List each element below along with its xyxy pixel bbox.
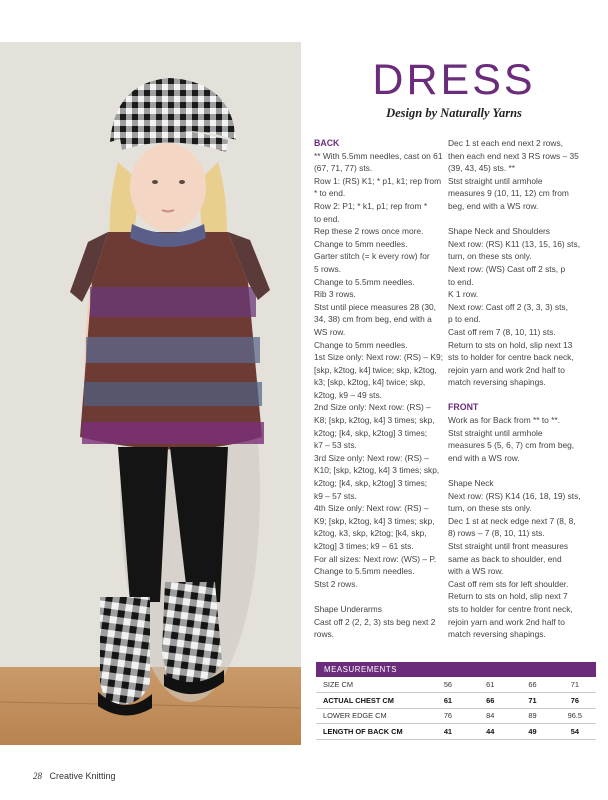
right-column-text-line: Cast off rem sts for left shoulder. [448, 578, 569, 589]
left-column-text-line: Row 2: P1; * k1, p1; rep from * [314, 200, 428, 211]
right-column-text-line: Next row: (WS) Cast off 2 sts, p [448, 263, 566, 274]
left-column-text-line: Change to 5mm needles. [314, 238, 408, 249]
measurement-value: 76 [554, 693, 596, 709]
right-column-section-heading: FRONT [448, 402, 479, 413]
right-column-text-line: Return to sts on hold, slip next 13 [448, 339, 573, 350]
right-column-text-line: p to end. [448, 314, 481, 325]
right-column-text-line: same as back to shoulder, end [448, 553, 562, 564]
right-column-text-line: turn, on these sts only. [448, 503, 532, 514]
right-column-text-line: turn, on these sts only. [448, 251, 532, 262]
right-column-text-line: sts to holder for centre front neck, [448, 603, 573, 614]
right-column-text-line: (39, 43, 45) sts. ** [448, 163, 516, 174]
measurement-row [316, 677, 596, 693]
measurement-value: 56 [427, 677, 469, 693]
left-column-text-line: Rep these 2 rows once more. [314, 226, 424, 237]
right-column-spacer [448, 464, 594, 477]
right-column-text-line: Next row: Cast off 2 (3, 3, 3) sts, [448, 301, 568, 312]
left-column-text-line: Stst 2 rows. [314, 578, 358, 589]
measurements-table [316, 662, 596, 740]
left-column-text-line: 2nd Size only: Next row: (RS) – [314, 402, 431, 413]
right-column-text-line: Stst straight until armhole [448, 175, 543, 186]
right-column-text-line: Dec 1 st at neck edge next 7 (8, 8, [448, 515, 576, 526]
right-column-text-line: K 1 row. [448, 289, 479, 300]
measurement-value: 96.5 [554, 708, 596, 724]
left-column-spacer [314, 590, 440, 603]
measurement-value: 44 [469, 724, 511, 740]
right-column-text-line: sts to holder for centre back neck, [448, 352, 574, 363]
pattern-title: DRESS [372, 56, 536, 104]
left-column-text-line: 34, 38) cm from beg, end with a [314, 314, 432, 325]
measurement-value: 76 [427, 708, 469, 724]
left-column-text-line: Change to 5.5mm needles. [314, 276, 415, 287]
left-column-text-line: Rib 3 rows. [314, 289, 356, 300]
measurements-heading: MEASUREMENTS [316, 662, 596, 677]
measurement-value: 84 [469, 708, 511, 724]
model-photo [0, 42, 301, 745]
left-column-text-line: 4th Size only: Next row: (RS) – [314, 503, 429, 514]
measurement-row [316, 708, 596, 724]
page-number: 28 [33, 771, 42, 781]
measurement-label: ACTUAL CHEST CM [316, 693, 427, 709]
right-column-text-line: Cast off rem 7 (8, 10, 11) sts. [448, 326, 556, 337]
right-column-text-line: with a WS row. [448, 566, 504, 577]
left-column-text-line: 5 rows. [314, 263, 341, 274]
left-column-text-line: Cast off 2 (2, 2, 3) sts beg next 2 [314, 616, 436, 627]
right-column-text-line: 8) rows – 7 (8, 10, 11) sts. [448, 528, 545, 539]
right-column-text-line: Return to sts on hold, slip next 7 [448, 591, 568, 602]
measurement-value: 66 [469, 693, 511, 709]
left-column-text-line: k2tog; [k4, skp, k2tog] 3 times; [314, 478, 428, 489]
left-column-text-line: [skp, k2tog, k4] twice; skp, k2tog, [314, 364, 437, 375]
designer-credit: Design by Naturally Yarns [386, 106, 522, 120]
right-column-text-line: to end. [448, 276, 474, 287]
right-column-text-line: match reversing shapings. [448, 377, 546, 388]
left-column-text-line: k7 – 53 sts. [314, 440, 357, 451]
measurement-value: 71 [554, 677, 596, 693]
right-column-text-line: Stst straight until armhole [448, 427, 543, 438]
left-column-text-line: Change to 5.5mm needles. [314, 566, 415, 577]
measurement-row [316, 693, 596, 709]
left-column-text-line: k2tog, k9 – 49 sts. [314, 389, 382, 400]
left-column-text-line: Shape Underarms [314, 603, 382, 614]
right-column-text-line: Next row: (RS) K11 (13, 15, 16) sts, [448, 238, 581, 249]
right-column-text-line: rejoin yarn and work 2nd half to [448, 364, 565, 375]
left-column-text-line: Row 1: (RS) K1; * p1, k1; rep from [314, 175, 442, 186]
left-column-text-line: WS row. [314, 326, 346, 337]
measurement-label: LOWER EDGE CM [316, 708, 427, 724]
instructions-left-column [314, 137, 443, 641]
left-column-text-line: k2tog; [k4, skp, k2tog] 3 times; [314, 427, 428, 438]
measurement-value: 71 [511, 693, 553, 709]
right-column-text-line: match reversing shapings. [448, 629, 546, 640]
measurement-row [316, 724, 596, 740]
measurement-value: 49 [511, 724, 553, 740]
right-column-text-line: Stst straight until front measures [448, 541, 569, 551]
left-column-text-line: 3rd Size only: Next row: (RS) – [314, 452, 429, 463]
left-column-text-line: 1st Size only: Next row: (RS) – K9; [314, 352, 443, 363]
left-column-section-heading: BACK [314, 138, 340, 148]
left-column-text-line: Change to 5mm needles. [314, 339, 408, 350]
right-column-text-line: Next row: (RS) K14 (16, 18, 19) sts, [448, 490, 581, 501]
left-column-text-line: K9; [skp, k2tog, k4] 3 times; skp, [314, 515, 435, 526]
right-column-text-line: measures 9 (10, 11, 12) cm from [448, 188, 569, 199]
right-column-text-line: Shape Neck [448, 478, 494, 489]
right-column-spacer [448, 213, 594, 226]
right-column-spacer [448, 389, 594, 402]
right-column-text-line: measures 5 (5, 6, 7) cm from beg, [448, 440, 575, 451]
measurement-label: SIZE CM [316, 677, 427, 693]
right-column-text-line: Dec 1 st each end next 2 rows, [448, 138, 563, 148]
measurement-value: 54 [554, 724, 596, 740]
right-column-text-line: end with a WS row. [448, 452, 520, 463]
left-column-text-line: For all sizes: Next row: (WS) – P. [314, 553, 437, 564]
measurement-value: 89 [511, 708, 553, 724]
measurement-value: 41 [427, 724, 469, 740]
publication-name: Creative Knitting [49, 771, 116, 781]
left-column-text-line: k3; [skp, k2tog, k4] twice; skp, [314, 377, 426, 388]
left-column-text-line: K10; [skp, k2tog, k4] 3 times; skp, [314, 465, 440, 476]
left-column-text-line: k2tog, k3, skp, k2tog; [k4, skp, [314, 528, 427, 539]
left-column-text-line: Garter stitch (= k every row) for [314, 251, 430, 262]
left-column-text-line: * to end. [314, 188, 346, 199]
right-column-text-line: rejoin yarn and work 2nd half to [448, 616, 565, 627]
left-column-text-line: K8; [skp, k2tog, k4] 3 times; skp, [314, 415, 435, 426]
right-column-text-line: Work as for Back from ** to **. [448, 415, 561, 426]
left-column-text-line: to end. [314, 213, 340, 224]
measurement-label: LENGTH OF BACK CM [316, 724, 427, 740]
right-column-text-line: then each end next 3 RS rows – 35 [448, 150, 579, 161]
left-column-text-line: (67, 71, 77) sts. [314, 163, 373, 174]
measurement-value: 66 [511, 677, 553, 693]
page-footer [33, 771, 116, 781]
left-column-text-line: k2tog] 3 times; k9 – 61 sts. [314, 541, 414, 551]
left-column-text-line: ** With 5.5mm needles, cast on 61 [314, 150, 443, 161]
right-column-text-line: Shape Neck and Shoulders [448, 226, 550, 237]
instructions-right-column [448, 137, 594, 641]
measurement-value: 61 [427, 693, 469, 709]
left-column-text-line: k9 – 57 sts. [314, 490, 357, 501]
right-column-text-line: beg, end with a WS row. [448, 200, 539, 211]
left-column-text-line: rows. [314, 629, 335, 640]
left-column-text-line: Stst until piece measures 28 (30, [314, 301, 436, 312]
measurement-value: 61 [469, 677, 511, 693]
